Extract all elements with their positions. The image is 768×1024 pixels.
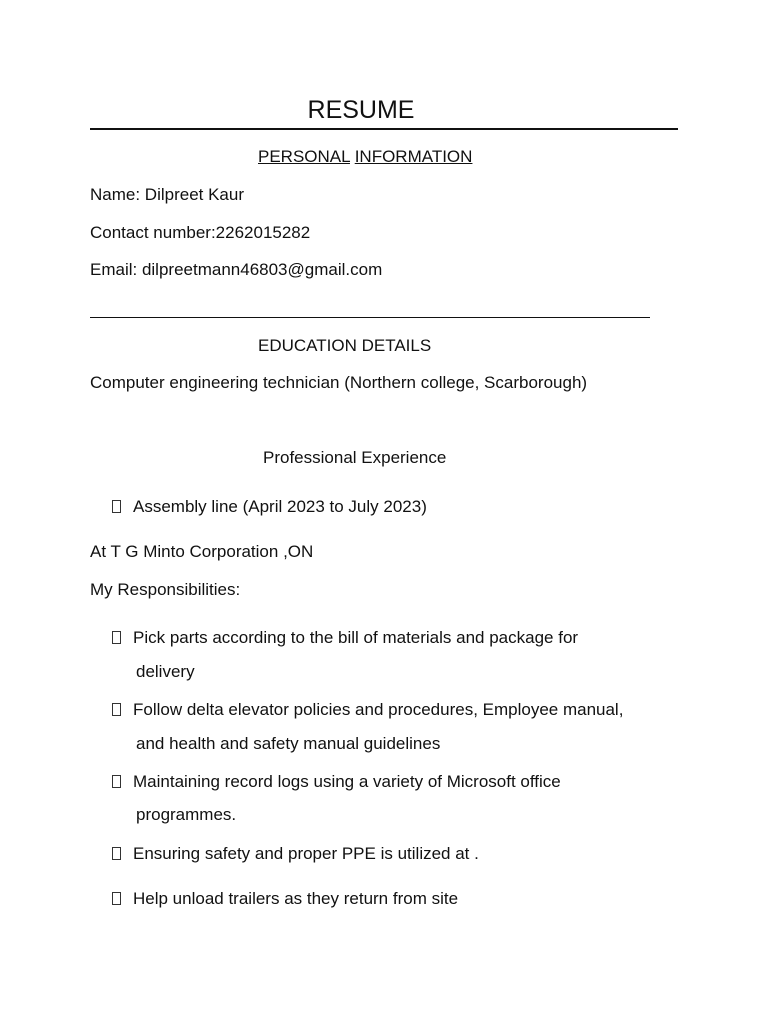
education-entry: Computer engineering technician (Northern college, Scarborough) [90, 373, 588, 392]
responsibility-item [112, 887, 458, 911]
responsibility-text: Maintaining record logs using a variety of Microsoft office [133, 772, 561, 791]
education-details-heading: EDUCATION DETAILS [258, 336, 432, 355]
responsibility-continuation: and health and safety manual guidelines [136, 734, 441, 753]
job-list-item [112, 495, 427, 519]
bullet-icon [112, 703, 121, 716]
responsibility-item [112, 770, 561, 794]
employer-line: At T G Minto Corporation ,ON [90, 542, 314, 561]
responsibility-text: Follow delta elevator policies and procedures, Employee manual, [133, 700, 624, 719]
bullet-icon [112, 892, 121, 905]
title-divider [90, 128, 678, 130]
bullet-icon [112, 847, 121, 860]
contact-number-line: Contact number:2262015282 [90, 223, 311, 242]
bullet-icon [112, 775, 121, 788]
responsibility-continuation: delivery [136, 662, 195, 681]
responsibility-text: Pick parts according to the bill of materials and package for [133, 628, 579, 647]
responsibility-text: Ensuring safety and proper PPE is utilized at . [133, 844, 479, 863]
responsibility-item [112, 698, 623, 722]
responsibilities-label: My Responsibilities: [90, 580, 241, 599]
resume-title: RESUME [307, 96, 415, 124]
responsibility-item [112, 842, 479, 866]
personal-heading-word2: INFORMATION [354, 147, 473, 166]
section-divider [90, 317, 650, 318]
email-line: Email: dilpreetmann46803@gmail.com [90, 260, 383, 279]
name-line: Name: Dilpreet Kaur [90, 185, 245, 204]
responsibility-text: Help unload trailers as they return from site [133, 889, 459, 908]
professional-experience-heading: Professional Experience [263, 448, 447, 467]
bullet-icon [112, 500, 121, 513]
personal-heading-word1: PERSONAL [258, 147, 350, 166]
bullet-icon [112, 631, 121, 644]
job-title: Assembly line (April 2023 to July 2023) [133, 497, 427, 516]
responsibility-item [112, 626, 578, 650]
personal-information-heading [258, 145, 472, 169]
responsibility-continuation: programmes. [136, 805, 237, 824]
